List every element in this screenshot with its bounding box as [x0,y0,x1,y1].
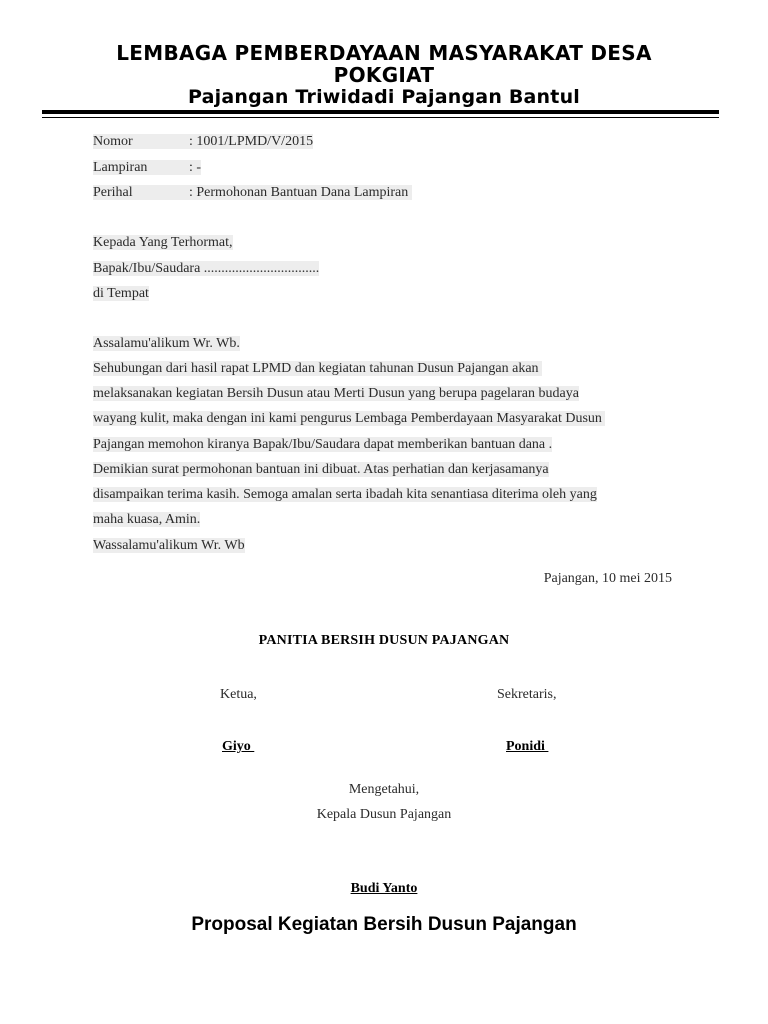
paragraph-line [93,436,552,454]
mengetahui-label: Mengetahui, [348,782,420,797]
recipient-salutation [93,234,233,252]
paragraph-line [93,486,597,504]
ketua-name: Giyo [222,739,255,754]
letterhead-org-name: LEMBAGA PEMBERDAYAAN MASYARAKAT DESA [116,41,652,65]
meta-nomor [93,133,313,151]
paragraph-line [93,360,542,378]
meta-perihal-value: : Permohonan Bantuan Dana Lampiran [189,185,412,200]
meta-nomor-label: Nomor [93,134,133,149]
meta-perihal [93,184,412,202]
paragraph-line-text: Demikian surat permohonan bantuan ini dibuat. Atas perhatian dan kerjasamanya [93,462,549,477]
letterhead-divider-thick [42,110,719,114]
recipient-salutation-text: Kepada Yang Terhormat, [93,235,233,250]
kepala-dusun-name-wrap [0,880,768,898]
paragraph-line-text: melaksanakan kegiatan Bersih Dusun atau Merti Dusun yang berupa pagelaran budaya [93,386,579,401]
recipient-name-text: Bapak/Ibu/Saudara ................................. [93,261,320,276]
meta-nomor-value: : 1001/LPMD/V/2015 [189,134,314,149]
closing [93,537,245,555]
paragraph-line [93,461,549,479]
paragraph-line-text: maha kuasa, Amin. [93,512,201,527]
letterhead [40,42,728,108]
meta-lampiran-label: Lampiran [93,160,148,175]
paragraph-line-text: wayang kulit, maka dengan ini kami pengurus Lembaga Pemberdayaan Masyarakat Dusun [93,411,606,426]
paragraph-line-text: disampaikan terima kasih. Semoga amalan serta ibadah kita senantiasa diterima oleh yang [93,487,597,502]
recipient-place [93,285,149,303]
meta-lampiran-value: : - [189,160,202,175]
paragraph-line-text: Sehubungan dari hasil rapat LPMD dan kegiatan tahunan Dusun Pajangan akan [93,361,543,376]
letterhead-divider-thin [42,117,719,118]
committee-title: PANITIA BERSIH DUSUN PAJANGAN [258,633,510,648]
paragraph-line [93,511,200,529]
closing-text: Wassalamu'alikum Wr. Wb [93,538,245,553]
sekretaris-label: Sekretaris, [497,687,557,702]
recipient-place-text: di Tempat [93,286,149,301]
letterhead-unit: POKGIAT [333,63,435,87]
kepala-dusun-name: Budi Yanto [350,881,418,896]
paragraph-line-text: Pajangan memohon kiranya Bapak/Ibu/Saudara dapat memberikan bantuan dana . [93,437,553,452]
paragraph-line [93,385,579,403]
meta-lampiran [93,159,201,177]
kepala-dusun-label: Kepala Dusun Pajangan [316,807,452,822]
paragraph-line [93,410,605,428]
document-title: Proposal Kegiatan Bersih Dusun Pajangan [191,914,577,935]
recipient-name [93,260,319,278]
date-place: Pajangan, 10 mei 2015 [543,571,672,586]
ketua-label: Ketua, [220,687,257,702]
sekretaris-name: Ponidi [506,739,549,754]
meta-perihal-label: Perihal [93,185,133,200]
greeting-text: Assalamu'alikum Wr. Wb. [93,336,240,351]
letterhead-address: Pajangan Triwidadi Pajangan Bantul [187,86,581,108]
greeting [93,335,240,353]
